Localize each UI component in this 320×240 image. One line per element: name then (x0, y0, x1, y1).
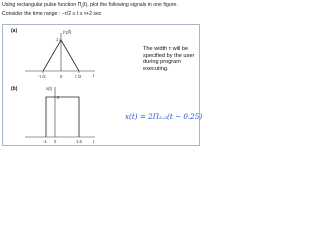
plot-a-svg (3, 25, 103, 77)
plot-b (3, 81, 103, 145)
problem-line-1-prefix: Using rectangular pulse function (2, 2, 78, 8)
plot-b-xtick-neg: -1 (43, 139, 47, 144)
problem-line-1-suffix: , plot the following signals in one figure. (87, 2, 178, 8)
plot-a-xtick-zero: 0 (60, 74, 63, 79)
plot-b-svg (3, 81, 103, 145)
problem-func-arg: (t) (82, 2, 88, 8)
problem-func: Π (77, 2, 82, 8)
plot-b-xlabel: t (93, 139, 95, 144)
plot-a-xtick-left: -τ /2 (38, 74, 46, 79)
plot-a-peak-tick: 1 (56, 37, 59, 42)
plot-b-label: (b) (11, 86, 18, 92)
plot-b-xtick-15: 1.5 (76, 139, 82, 144)
figure-panel (2, 24, 203, 146)
plot-a-ylabel-sub: 1 (65, 30, 68, 35)
plot-a-ylabel-arg: (t) (67, 29, 72, 34)
plot-a-xtick-right: τ /2 (75, 74, 82, 79)
plot-b-pulse (46, 97, 79, 137)
plot-a (3, 25, 103, 77)
plot-b-ylabel: x(t) (46, 86, 53, 91)
plot-b-ytick: 2 (57, 95, 60, 100)
plot-a-xlabel: t (93, 73, 95, 78)
formula: x(t) = 2Π₂.₅(t − 0.25) (125, 112, 203, 121)
plot-b-xtick-zero: 0 (54, 139, 57, 144)
problem-line-2: Consider the time range : −τ/2 ≤ t ≤ τ+2 sec (2, 11, 102, 17)
plot-a-label: (a) (11, 28, 18, 34)
plot-a-ylabel: y (63, 29, 66, 34)
width-note: The width τ will be specified by the user during program executing. (143, 46, 195, 72)
problem-line-1 (2, 2, 178, 10)
problem-func-sub: t (81, 5, 83, 10)
